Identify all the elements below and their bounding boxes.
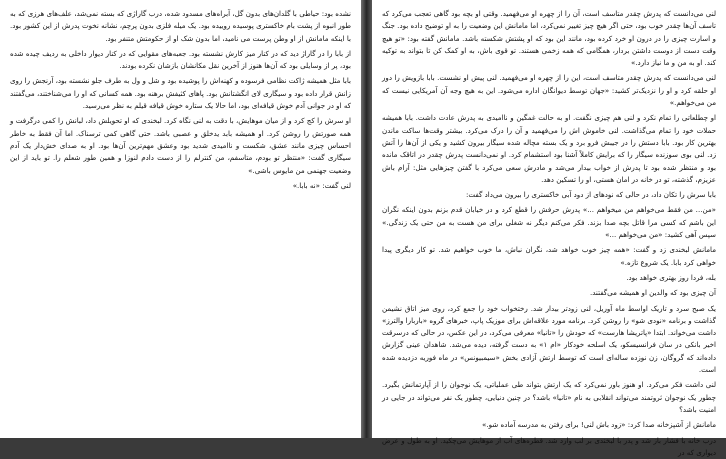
paragraph: از بابا را در گاراژ دید که در کنار میز کارش نشسته بود. جعبه‌های مقوایی که در کنار دیوار داخلی به ردیف چیده شده بود، پر از وسایلی بود که آن‌ها هنوز از آخرین نقل مکانشان بازشان نکرده بودند. xyxy=(10,48,351,73)
paragraph: لنی می‌دانست که پدرش چقدر متاسف است، آن را از چهره او می‌فهمید. وقتی او بچه بود گاهی تعجب می‌کرد که تاسف آن‌ها چقدر خوب بود، حتی اگر هیچ چیز تغییر نمی‌کرد، اما مامانش این وضعیت را به او توضیح داده بود. جنگ و اسارت چیزی را در درون او خرد کرده بود، مانند این بود که او پشتش شکسته باشد. مامانش گفته بود: «تو هیچ وقت دست از دوست داشتن بردار، همگامی که همه زخمی هستند. تو قوی باش، به او کمک کن تا بتواند به توکیه کند. او به من و ما نیاز دارد.» xyxy=(382,8,716,69)
paragraph: مامانش از آشپزخانه صدا کرد: «زود باش لنی! برای رفتن به مدرسه آماده شو.» xyxy=(382,419,716,431)
paragraph: لنی می‌دانست که پدرش چقدر متاسف است، این را از چهره او می‌فهمید. لنی پیش او نشست. بابا بازویش را دور او حلقه کرد و او را نزدیک‌تر کشید: «جهان توسط دیوانگان اداره می‌شود. این به هیچ وجه آن آمریکایی نیست که من می‌خواهم.» xyxy=(382,72,716,109)
paragraph: «من... من فقط می‌خواهم من میخواهم ...» پدرش حرفش را قطع کرد و در خیابان قدم بزنم بدون اینکه نگران این باشم که کسی مرا قاتل بچه صدا بزند. فکر می‌کنم دیگر نه شغلی برای من هست به من حتی یک زندگی.» سپس آهی کشید: «من می‌خواهم ...» xyxy=(382,204,716,241)
paragraph: نشده بود: حیاطی با گلدان‌های بدون گل، آبراه‌های مسدود شده، درب گاراژی که بسته نمی‌شد، علف‌های هرزی که به طور انبوه از پشت بام خاکستری پوسیده روییده بود. یک میله فلزی بدون پرچم، نشانه نخوت پدرش از این کشور بود. با اینکه مامانش از او وطن پرست می‌ نامید، اما بدون شک او از حکومتش متنفر بود. xyxy=(10,8,351,45)
book-spine-gutter xyxy=(361,0,372,438)
paragraph: بابا مثل همیشه ژاکت نظامی فرسوده و کهنه‌اش را پوشیده بود و شل و ول به طرف جلو نشسته بود، آرنجش را روی زانش قرار داده بود و سیگاری لای انگشتانش بود. پاهای کثیفش برهنه بود. همه کسانی که او را می‌شناختند، می‌گفتند که او در جوانی آدم خوش قیافه‌ای بود، اما حالا یک ستاره خوش قیافه قیلم به نظر می‌رسید. xyxy=(10,75,351,112)
paragraph: درب خانه با فشار باز شد و پدر با لبخندی بر لب وارد شد. قطره‌های آب از موهایش می‌چکید. او به طول و عرض دیواری که در xyxy=(382,435,716,459)
paragraph: بله، فردا روز بهتری خواهد بود. xyxy=(382,272,716,284)
paragraph: او سرش را کج کرد و از میان موهایش، با دقت به لنی نگاه کرد. لبخندی که او تحویلش داد، لبانش را کمی درگرفت و همه صورتش را روشن کرد. او همیشه بابد یدخلق و عصبی باشد. حتی گاهی کمی ترسناک. اما آن فقط به خاطر احساس چیزی مانند عشق، شکست و ناامیدی شدید بود وعشق مهم‌ترین آن‌ها بود. او به صدای خش‌دار یک آدم سیگاری گفت: «منتظر تو بودم، متاسفم، من کنترلم را از دست دادم لنوزا و همین طور شعلم را. تو باید از این وضعیت جهنمی من مایوس باشی.» xyxy=(10,115,351,176)
paragraph: لنی گفت: «نه بابا.» xyxy=(10,180,351,192)
paragraph: لنی داشت فکر می‌کرد. او هنوز باور نمی‌کرد که یک ارتش بتواند طی عملیاتی، یک نوجوان را از آپارتمانش بگیرد. چطور یک نوجوان ثروتمند می‌تواند انقلابی به نام «تانیا» باشد؟ در چنین دنیایی، چطور یک نفر می‌تواند در جایی در امنیت باشد؟ xyxy=(382,379,716,416)
paragraph: مامانش لبخندی زد و گفت: «همه چیز خوب خواهد شد، نگران نباش، ما خوب خواهیم شد. تو کار دیگری پیدا خواهی کرد بابا. یک شروع تازه.» xyxy=(382,244,716,269)
right-page xyxy=(372,0,726,438)
left-page xyxy=(0,0,361,438)
paragraph: بابا سرش را تکان داد، در حالی که نودهای از دود آبی خاکستری را بیرون می‌داد گفت: xyxy=(382,189,716,201)
paragraph: آن چیزی بود که والدین او همیشه می‌گفتند. xyxy=(382,287,716,299)
paragraph: یک صبح سرد و تاریک اواسط ماه آوریل، لنی زودتر بیدار شد. رختخواب خود را جمع کرد، روی میز اتاق نشیمن گذاشت و برنامه «نودی شو» را روشن کرد. برنامه مورد علاقه‌اش برای موزیک پاپ، خبرهای گروه «باربارا والترز» داشت می‌خواند. ابتدا «پاتریشا هارست» که حودش را «تانیا» معرفی می‌کرد، در این عکس، در حالی که درسرقت اخیر بانکی در سان فرانسیسکو، یک اسلحه خودکار «ام ۱» به دست گرفته، دیده می‌شد. شاهدان عینی گزارش داده‌اند که گروگان، زن نوزده ساله‌ای است که توسط ارتش آزادی بخش «سیمبیونس» در ماه فوریه دزدیده شده است. xyxy=(382,303,716,377)
paragraph: او چطلعاتی را تمام نکرد و لنی هم چیزی نگفت. او به حالت غمگین و ناامیدی به پدرش عادت داشت. بابا همیشه حملات خود را تمام می‌گذاشت. لنی خاموش‌ اش را می‌فهمید و آن را درک می‌کرد. بیشتر وقت‌ها ساکت ماندن بهترین کار بود. بابا دستش را در جیبش فرو برد و یک بسته مچاله شده سیگار بیرون کشید و یکی از آن‌ها را آتش زد. لنی بوی سوزنده سیگار را که برایش کاملاً آشنا بود استشمام کرد. او نمی‌دانست پدرش چقدر در اتاقک مانده بود و منتظر شده بود تا پدرش از خواب بیدار می‌شد و مادرش سعی می‌کرد با گفتن چیزهایی مثل: آرام باش عزیزم، گذشته، تو در خانه در امان هستی، او را تسکین دهد. xyxy=(382,112,716,186)
